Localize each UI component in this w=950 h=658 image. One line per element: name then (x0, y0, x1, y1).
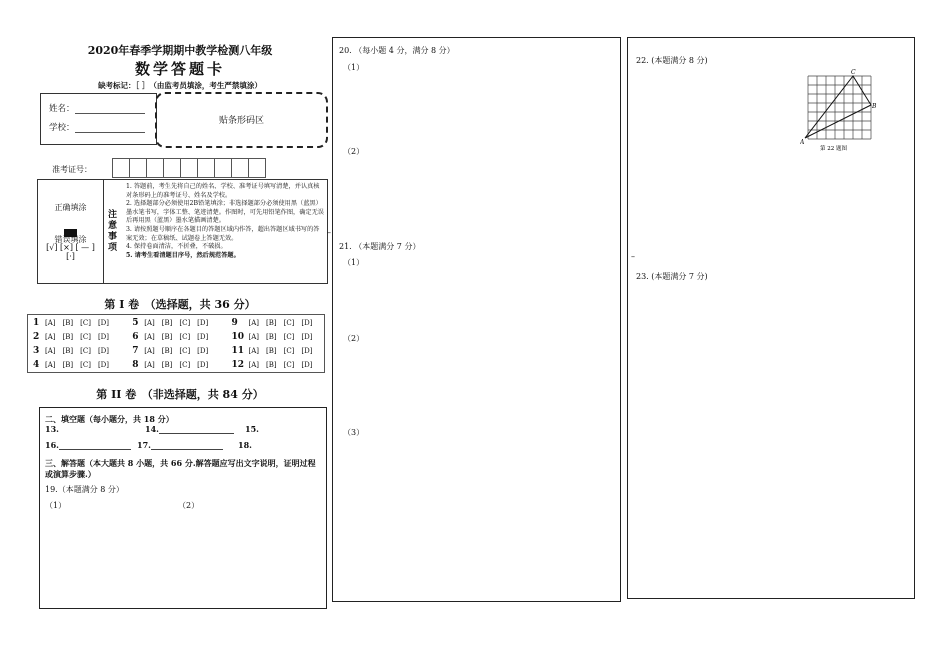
question-number: 3 (33, 346, 40, 356)
school-label: 学校： (49, 123, 75, 133)
ticket-cell[interactable] (231, 158, 249, 178)
note-item: 2. 选择题部分必须使用2B铅笔填涂；非选择题部分必须使用黑（蓝黑）墨水笔书写，字体工整、笔迹清楚。作图时，可先用铅笔作图，确定无误后再用黑（蓝黑）墨水笔描画清楚。 (126, 200, 324, 225)
answer-area-2[interactable] (332, 37, 621, 602)
fill-blank-title: 二、填空题（每小题分，共 18 分） (45, 414, 174, 424)
ticket-number-label: 准考证号： (52, 165, 92, 174)
q19-part1: （1） (45, 501, 67, 510)
q21-part3: （3） (343, 428, 365, 437)
q22-title: 22. (本题满分 8 分) (636, 56, 708, 65)
question-number: 7 (132, 346, 139, 356)
q18-label: 18. (238, 440, 252, 450)
barcode-area (155, 92, 328, 148)
choice-row (33, 317, 333, 329)
ticket-cell[interactable] (112, 158, 130, 178)
ticket-cell[interactable] (146, 158, 164, 178)
correct-fill-label: 正确填涂 (54, 203, 87, 212)
absent-mark: 缺考标记：［ ］ （由监考员填涂，考生严禁填涂） (98, 81, 262, 90)
answer-area-1[interactable] (39, 407, 327, 609)
ticket-cell[interactable] (197, 158, 215, 178)
wrong-fill-examples-2: [·] (66, 252, 75, 261)
question-number: 2 (33, 332, 40, 342)
part1-title: 第 I 卷 （选择题，共 36 分） (104, 298, 256, 311)
figure-grid (808, 76, 871, 139)
q19-title: 19.（本题满分 8 分） (45, 485, 124, 494)
ticket-cell[interactable] (180, 158, 198, 178)
wrong-fill-examples: [√] [×] [ — ] (46, 243, 95, 252)
figure-caption: 第 22 题图 (820, 146, 847, 152)
ticket-number-grid[interactable] (113, 158, 266, 178)
name-field[interactable] (49, 102, 145, 114)
q20-part1: （1） (343, 63, 365, 72)
choice-options[interactable]: [A] [B] [C] [D] (248, 361, 313, 369)
q20-part2: （2） (343, 147, 365, 156)
q16-label: 16. (45, 440, 59, 450)
choice-options[interactable]: [A] [B] [C] [D] (144, 361, 209, 369)
grid-figure (800, 68, 888, 154)
name-school-box (40, 93, 157, 145)
margin-tick: – (631, 252, 635, 261)
question-number: 10 (231, 332, 244, 342)
q14-blank[interactable] (145, 424, 234, 434)
notes-list (126, 183, 324, 260)
school-field[interactable] (49, 121, 145, 133)
q17-blank[interactable] (137, 440, 223, 450)
choice-options[interactable]: [A] [B] [C] [D] (248, 347, 313, 355)
part2-title: 第 II 卷 （非选择题，共 84 分） (96, 388, 264, 401)
q16-blank[interactable] (45, 440, 131, 450)
choice-options[interactable]: [A] [B] [C] [D] (144, 319, 209, 327)
choice-options[interactable]: [A] [B] [C] [D] (45, 319, 110, 327)
notes-header: 注意事项 (108, 210, 118, 253)
choice-options[interactable]: [A] [B] [C] [D] (45, 347, 110, 355)
choice-options[interactable]: [A] [B] [C] [D] (45, 361, 110, 369)
choice-row (33, 345, 333, 357)
exam-title: 2020年春季学期期中教学检测八年级 (87, 44, 273, 57)
fill-examples (38, 180, 104, 283)
instructions-box (37, 179, 328, 284)
answer-sheet-title: 数学答题卡 (134, 60, 225, 78)
question-number: 12 (231, 360, 244, 370)
q13-label: 13. (45, 424, 59, 434)
q15-label: 15. (245, 424, 259, 434)
point-b-label: B (872, 103, 877, 110)
q21-title: 21. （本题满分 7 分） (339, 242, 421, 251)
q20-title: 20. （每小题 4 分，满分 8 分） (339, 46, 455, 55)
barcode-label: 贴条形码区 (218, 116, 264, 126)
ticket-cell[interactable] (163, 158, 181, 178)
q21-part1: （1） (343, 258, 365, 267)
choice-options[interactable]: [A] [B] [C] [D] (248, 333, 313, 341)
ticket-cell[interactable] (248, 158, 266, 178)
q19-part2: （2） (178, 501, 200, 510)
question-number: 6 (132, 332, 139, 342)
ticket-cell[interactable] (129, 158, 147, 178)
choice-options[interactable]: [A] [B] [C] [D] (144, 347, 209, 355)
q21-part2: （2） (343, 334, 365, 343)
note-item: 4. 保持卷面清洁，不折叠，不破损。 (126, 243, 227, 251)
point-a-label: A (800, 139, 805, 146)
question-number: 9 (231, 318, 238, 328)
note-item: 5. 请考生看清题目序号，然后规范答题。 (126, 251, 240, 259)
question-number: 4 (33, 360, 40, 370)
ticket-cell[interactable] (214, 158, 232, 178)
choice-options[interactable]: [A] [B] [C] [D] (144, 333, 209, 341)
question-number: 8 (132, 360, 139, 370)
choice-row (33, 359, 333, 371)
choice-row (33, 331, 333, 343)
q17-label: 17. (137, 440, 151, 450)
solve-title: 三、解答题（本大题共 8 小题，共 66 分.解答题应写出文字说明，证明过程或演算步骤.） (45, 458, 316, 479)
note-item: 1. 答题前，考生先将自己的姓名、学校、准考证号填写清楚，并认真核对条形码上的准考证号、姓名及学校。 (126, 183, 320, 199)
question-number: 1 (33, 318, 40, 328)
question-number: 5 (132, 318, 139, 328)
q14-label: 14. (145, 424, 159, 434)
wrong-fill-label: 错误填涂 (54, 235, 87, 244)
question-number: 11 (231, 346, 244, 356)
margin-tick: – (327, 228, 331, 237)
choice-options[interactable]: [A] [B] [C] [D] (45, 333, 110, 341)
note-item: 3. 请按照题号顺序在各题目的答题区域内作答，超出答题区域书写的答案无效；在草稿纸、试题卷上答题无效。 (126, 225, 320, 242)
answer-area-3[interactable] (627, 37, 915, 599)
point-c-label: C (851, 69, 856, 76)
q23-title: 23. (本题满分 7 分) (636, 272, 708, 281)
name-label: 姓名： (49, 104, 75, 114)
multiple-choice-grid (27, 314, 325, 373)
choice-options[interactable]: [A] [B] [C] [D] (248, 319, 313, 327)
